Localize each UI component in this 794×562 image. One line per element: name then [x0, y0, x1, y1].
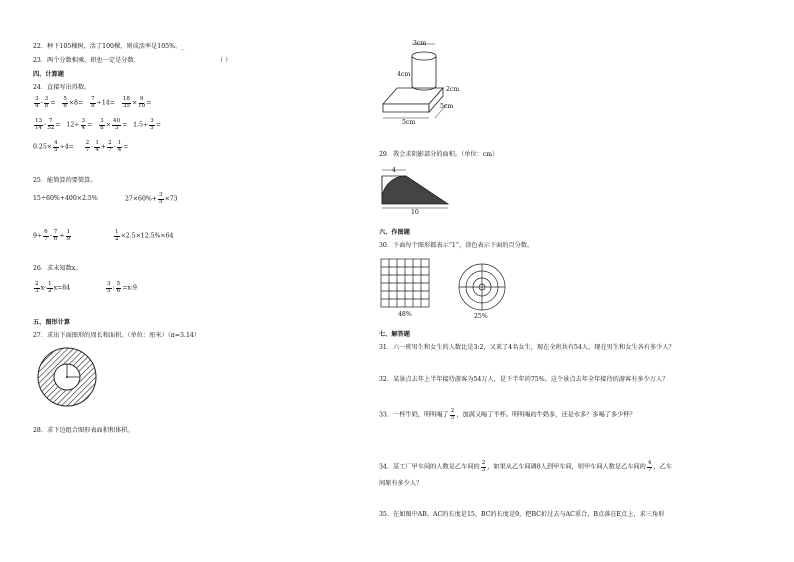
q29: 29．我会求阴影部分的面积。（单位：cm）	[379, 151, 499, 158]
fig29-bottom: 10	[411, 209, 419, 216]
grid-label: 48%	[398, 311, 412, 318]
q23: 23．两个分数相乘，积也一定是分数．	[33, 57, 140, 64]
q26a: $\frac{2}{3}$ x- $\frac{1}{2}$ x=84	[35, 281, 71, 294]
q23-paren: （ ）	[217, 57, 232, 64]
dim-depth: 2cm	[446, 86, 460, 93]
q31: 31．六一班男生和女生的人数比是3:2，又来了4名女生，现在全班共有54人，现在男生和女生各有多少人？	[379, 344, 675, 351]
q24-row-1: $\frac{3}{4}$ - $\frac{3}{8}$ = $\frac{5}{6}$ ×8= $\frac{7}{8}$ ÷14= $\frac{18}{35}$ × $\frac{9}{10}$ =	[35, 96, 152, 109]
q30: 30．下面每个图形都表示“1”，涂色表示下面的百分数。	[379, 242, 534, 249]
cylinder-on-box-figure	[375, 38, 470, 130]
q34: 34．某工厂甲车间的人数是乙车间的 $\frac{2}{3}$ ，如果从乙车间调8人到甲车间，则甲车间人数是乙车间的 $\frac{4}{7}$ ，乙车	[379, 460, 672, 473]
section-5-heading: 五、图形计算	[33, 319, 71, 326]
q26b: $\frac{3}{5}$ : $\frac{5}{6}$ =x:9	[107, 281, 137, 294]
concentric-circles	[457, 262, 507, 312]
dim-bottom: 5cm	[402, 119, 416, 126]
section-7-heading: 七、解答题	[379, 331, 410, 338]
section-4-heading: 四、计算题	[33, 71, 64, 78]
section-6-heading: 六、作图题	[379, 229, 410, 236]
shaded-area-figure	[379, 166, 451, 212]
q26: 26．求未知数x。	[33, 265, 82, 272]
q35: 35．在如图中AB，AC的长度是15，BC的长度是9，把BC折过去与AC重合，B点落在E点上，求三角形	[379, 511, 665, 518]
dim-height: 4cm	[397, 71, 411, 78]
dim-side: 5cm	[440, 103, 454, 110]
q27: 27．求出下面图形的周长和面积。（单位：厘米）（π=3.14）	[33, 332, 201, 339]
q24-row-3: 0.25× $\frac{4}{5}$ ÷4= $\frac{2}{7}$ - $\frac{1}{4}$ + $\frac{2}{7}$ - $\frac{1}{4}$ =	[33, 140, 129, 153]
q25a: 15÷60%+400×2.5%	[33, 195, 98, 202]
q22: 22．种下105棵树，活了100棵，则成活率是105%。_	[33, 43, 185, 50]
percent-grid	[380, 258, 430, 308]
q24-row-2: $\frac{13}{14}$ - $\frac{7}{52}$ = 12÷ $\frac{3}{4}$ = $\frac{3}{8}$ × $\frac{40}{3}$ = 1.5÷ $\frac{3}{5}$ =	[35, 118, 161, 131]
annulus-figure	[36, 346, 98, 408]
q25c: 9÷ $\frac{6}{7}$ - $\frac{7}{6}$ + $\frac{1}{9}$	[33, 229, 71, 242]
q33: 33．一杯牛奶，明明喝了 $\frac{2}{5}$ ，加满又喝了半杯。明明喝的牛奶多，还是水多？多喝了多少杯？	[379, 408, 636, 421]
q28: 28．求下边组合图形表面积和体积。	[33, 427, 134, 434]
q32: 32．某景点去年上半年接待游客为54万人，是下半年的75%。这个景点去年全年接待的游客有多少万人？	[379, 376, 669, 383]
q25b: 27×60%+ $\frac{3}{5}$ ×73	[125, 192, 178, 205]
circle-label: 25%	[474, 313, 488, 320]
q24: 24．直接写出得数。	[33, 84, 91, 91]
q25d: $\frac{1}{2}$ ×2.5×12.5%×64	[115, 229, 174, 242]
dim-top: 3cm	[413, 40, 427, 47]
fig29-top: 4	[392, 167, 396, 174]
q25: 25．能简算的要简算。	[33, 177, 97, 184]
q34-cont: 间原有多少人？	[379, 480, 423, 487]
